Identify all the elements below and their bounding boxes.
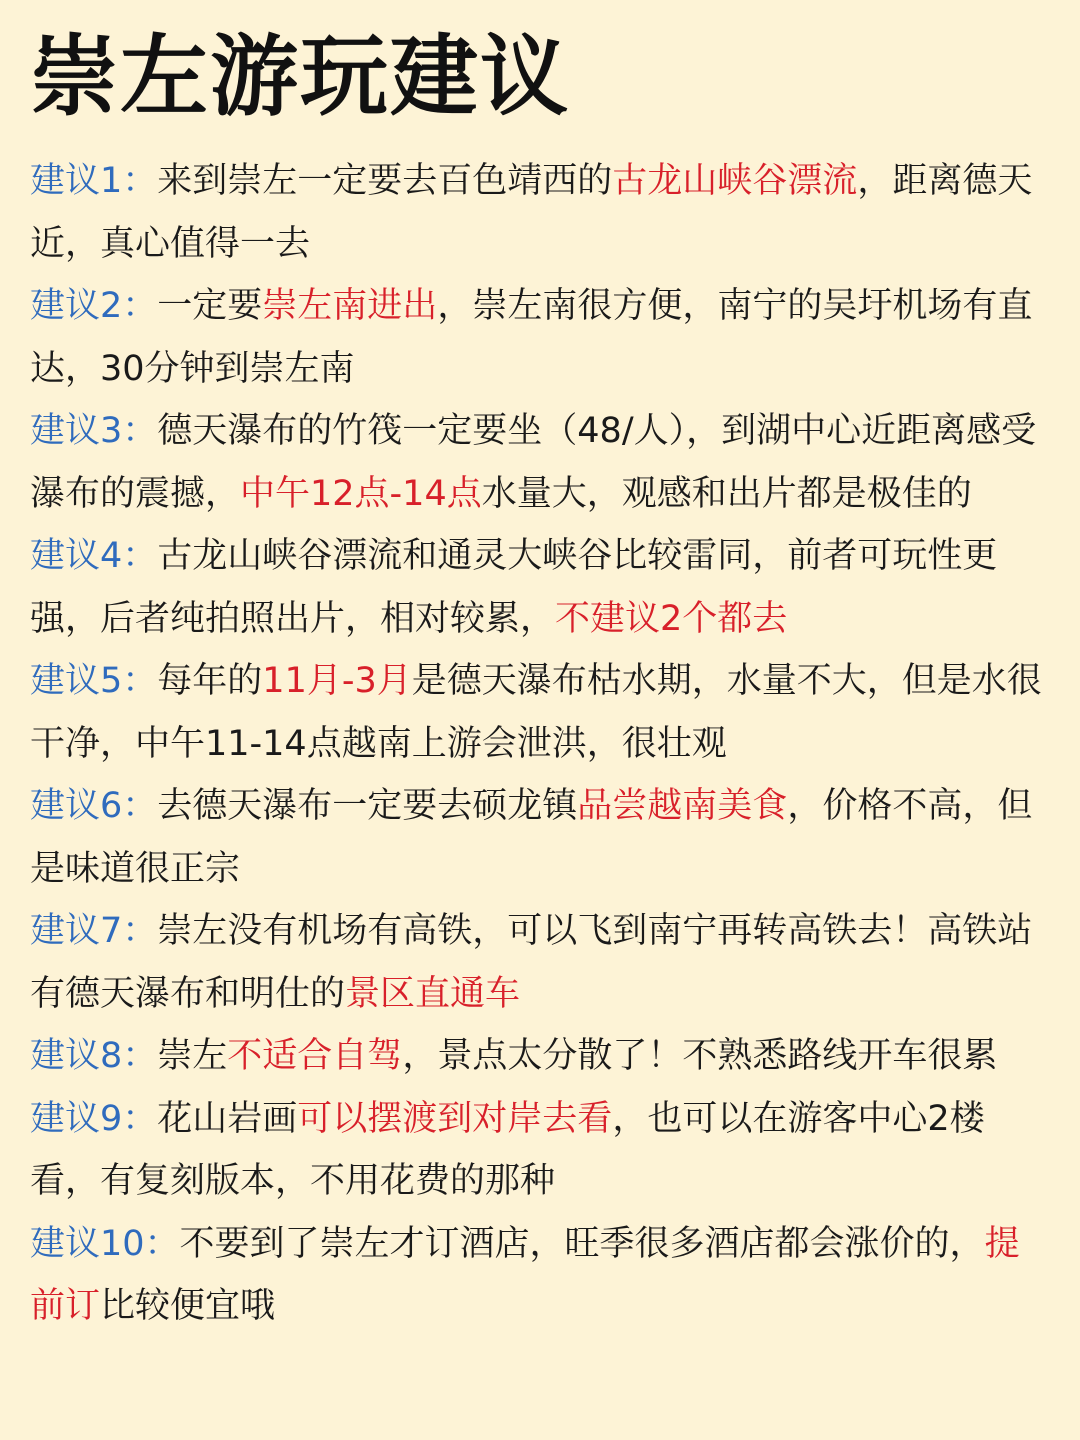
tip-label: 建议3： bbox=[30, 411, 158, 451]
tip-text: ，也可以在游客中心2楼看，有复刻版本，不用花费的那种 bbox=[30, 1098, 985, 1201]
tip-text: 崇左 bbox=[157, 1036, 228, 1076]
tip-highlight: 崇左南进出 bbox=[262, 286, 438, 326]
tip-label: 建议2： bbox=[30, 286, 158, 326]
tip-text: ，价格不高，但是味道很正宗 bbox=[30, 786, 1033, 889]
tip-highlight: 不适合自驾 bbox=[227, 1036, 403, 1076]
tip-text: 一定要 bbox=[157, 286, 263, 326]
tip-text: 德天瀑布的竹筏一定要坐（48/人），到湖中心近距离感受瀑布的震撼， bbox=[30, 411, 1037, 514]
tip-label: 建议5： bbox=[30, 661, 158, 701]
tip-label: 建议4： bbox=[30, 536, 158, 576]
tip-label: 建议6： bbox=[30, 786, 158, 826]
tip-label: 建议9： bbox=[30, 1098, 158, 1139]
tip-highlight: 11月-3月 bbox=[262, 661, 412, 701]
tip-item bbox=[30, 775, 1050, 900]
tip-highlight: 景区直通车 bbox=[345, 973, 521, 1014]
tip-text: 不要到了崇左才订酒店，旺季很多酒店都会涨价的， bbox=[179, 1223, 985, 1264]
tip-text: 崇左没有机场有高铁，可以飞到南宁再转高铁去！高铁站有德天瀑布和明仕的 bbox=[30, 911, 1033, 1014]
tip-highlight: 中午12点-14点 bbox=[240, 473, 482, 514]
tip-label: 建议10： bbox=[30, 1223, 180, 1264]
tip-highlight: 不建议2个都去 bbox=[555, 598, 788, 639]
tip-text: 每年的 bbox=[157, 661, 263, 701]
tip-item bbox=[30, 1213, 1050, 1338]
tip-highlight: 品尝越南美食 bbox=[577, 786, 788, 826]
tip-item bbox=[30, 400, 1050, 525]
tip-label: 建议1： bbox=[30, 161, 158, 201]
tip-text: ，景点太分散了！不熟悉路线开车很累 bbox=[402, 1036, 998, 1076]
tip-item bbox=[30, 650, 1050, 775]
tip-text: ，崇左南很方便，南宁的吴圩机场有直达，30分钟到崇左南 bbox=[30, 286, 1033, 389]
tip-item bbox=[30, 1025, 1050, 1088]
tip-text: 水量大，观感和出片都是极佳的 bbox=[481, 473, 972, 514]
tip-text: 花山岩画 bbox=[157, 1098, 298, 1139]
tip-text: 来到崇左一定要去百色靖西的 bbox=[157, 161, 613, 201]
tips-list bbox=[30, 150, 1050, 1338]
tip-item bbox=[30, 275, 1050, 400]
tip-item bbox=[30, 150, 1050, 275]
tip-highlight: 古龙山峡谷漂流 bbox=[612, 161, 858, 201]
tip-text: 古龙山峡谷漂流和通灵大峡谷比较雷同，前者可玩性更强，后者纯拍照出片，相对较累， bbox=[30, 536, 998, 639]
tip-item bbox=[30, 1088, 1050, 1213]
tip-highlight: 提前订 bbox=[30, 1223, 1020, 1326]
tip-text: ，距离德天近，真心值得一去 bbox=[30, 161, 1033, 264]
tip-text: 是德天瀑布枯水期，水量不大，但是水很干净，中午11-14点越南上游会泄洪，很壮观 bbox=[30, 661, 1042, 764]
page-title: 崇左游玩建议 bbox=[30, 25, 571, 128]
tip-highlight: 可以摆渡到对岸去看 bbox=[297, 1098, 613, 1139]
tip-label: 建议7： bbox=[30, 911, 158, 951]
tip-item bbox=[30, 525, 1050, 650]
tip-label: 建议8： bbox=[30, 1036, 158, 1076]
tip-text: 去德天瀑布一定要去硕龙镇 bbox=[157, 786, 578, 826]
tip-item bbox=[30, 900, 1050, 1025]
tip-text: 比较便宜哦 bbox=[100, 1286, 276, 1326]
